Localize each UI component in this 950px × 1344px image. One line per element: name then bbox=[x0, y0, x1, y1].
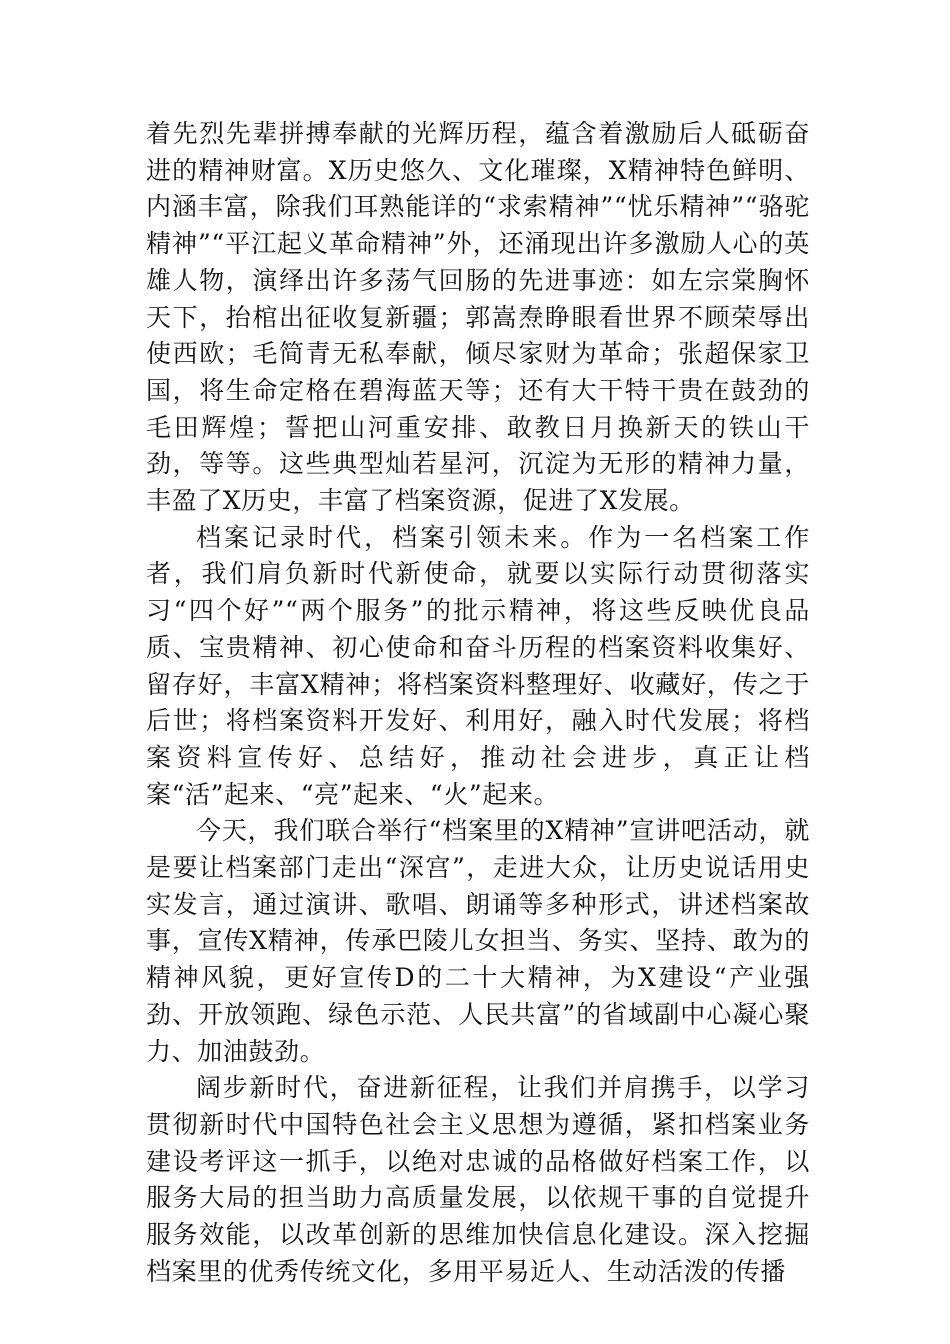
paragraph-2: 档案记录时代，档案引领未来。作为一名档案工作者，我们肩负新时代新使命，就要以实际行动贯彻落实习“四个好”“两个服务”的批示精神，将这些反映优良品质、宝贵精神、初心使命和奋斗历程的档案资料收集好、留存好，丰富X精神；将档案资料整理好、收藏好，传之于后世；将档案资料开发好、利用好，融入时代发展；将档案资料宣传好、总结好，推动社会进步，真正让档案“活”起来、“亮”起来、“火”起来。 bbox=[146, 522, 810, 809]
document-body bbox=[146, 116, 810, 1291]
paragraph-1: 着先烈先辈拼搏奉献的光辉历程，蕴含着激励后人砥砺奋进的精神财富。X历史悠久、文化璀璨，X精神特色鲜明、内涵丰富，除我们耳熟能详的“求索精神”“忧乐精神”“骆驼精神”“平江起义革命精神”外，还涌现出许多激励人心的英雄人物，演绎出许多荡气回肠的先进事迹：如左宗棠胸怀天下，抬棺出征收复新疆；郭嵩焘睁眼看世界不顾荣辱出使西欧；毛简青无私奉献，倾尽家财为革命；张超保家卫国，将生命定格在碧海蓝天等；还有大干特干贵在鼓劲的毛田辉煌；誓把山河重安排、敢教日月换新天的铁山干劲，等等。这些典型灿若星河，沉淀为无形的精神力量，丰盈了X历史，丰富了档案资源，促进了X发展。 bbox=[146, 119, 810, 516]
paragraph-3: 今天，我们联合举行“档案里的X精神”宣讲吧活动，就是要让档案部门走出“深宫”，走进大众，让历史说话用史实发言，通过演讲、歌唱、朗诵等多种形式，讲述档案故事，宣传X精神，传承巴陵儿女担当、务实、坚持、敢为的精神风貌，更好宣传D的二十大精神，为X建设“产业强劲、开放领跑、绿色示范、人民共富”的省域副中心凝心聚力、加油鼓劲。 bbox=[146, 816, 810, 1066]
paragraph-4: 阔步新时代，奋进新征程，让我们并肩携手，以学习贯彻新时代中国特色社会主义思想为遵循，紧扣档案业务建设考评这一抓手，以绝对忠诚的品格做好档案工作，以服务大局的担当助力高质量发展，以依规干事的自觉提升服务效能，以改革创新的思维加快信息化建设。深入挖掘档案里的优秀传统文化，多用平易近人、生动活泼的传播 bbox=[146, 1073, 810, 1286]
